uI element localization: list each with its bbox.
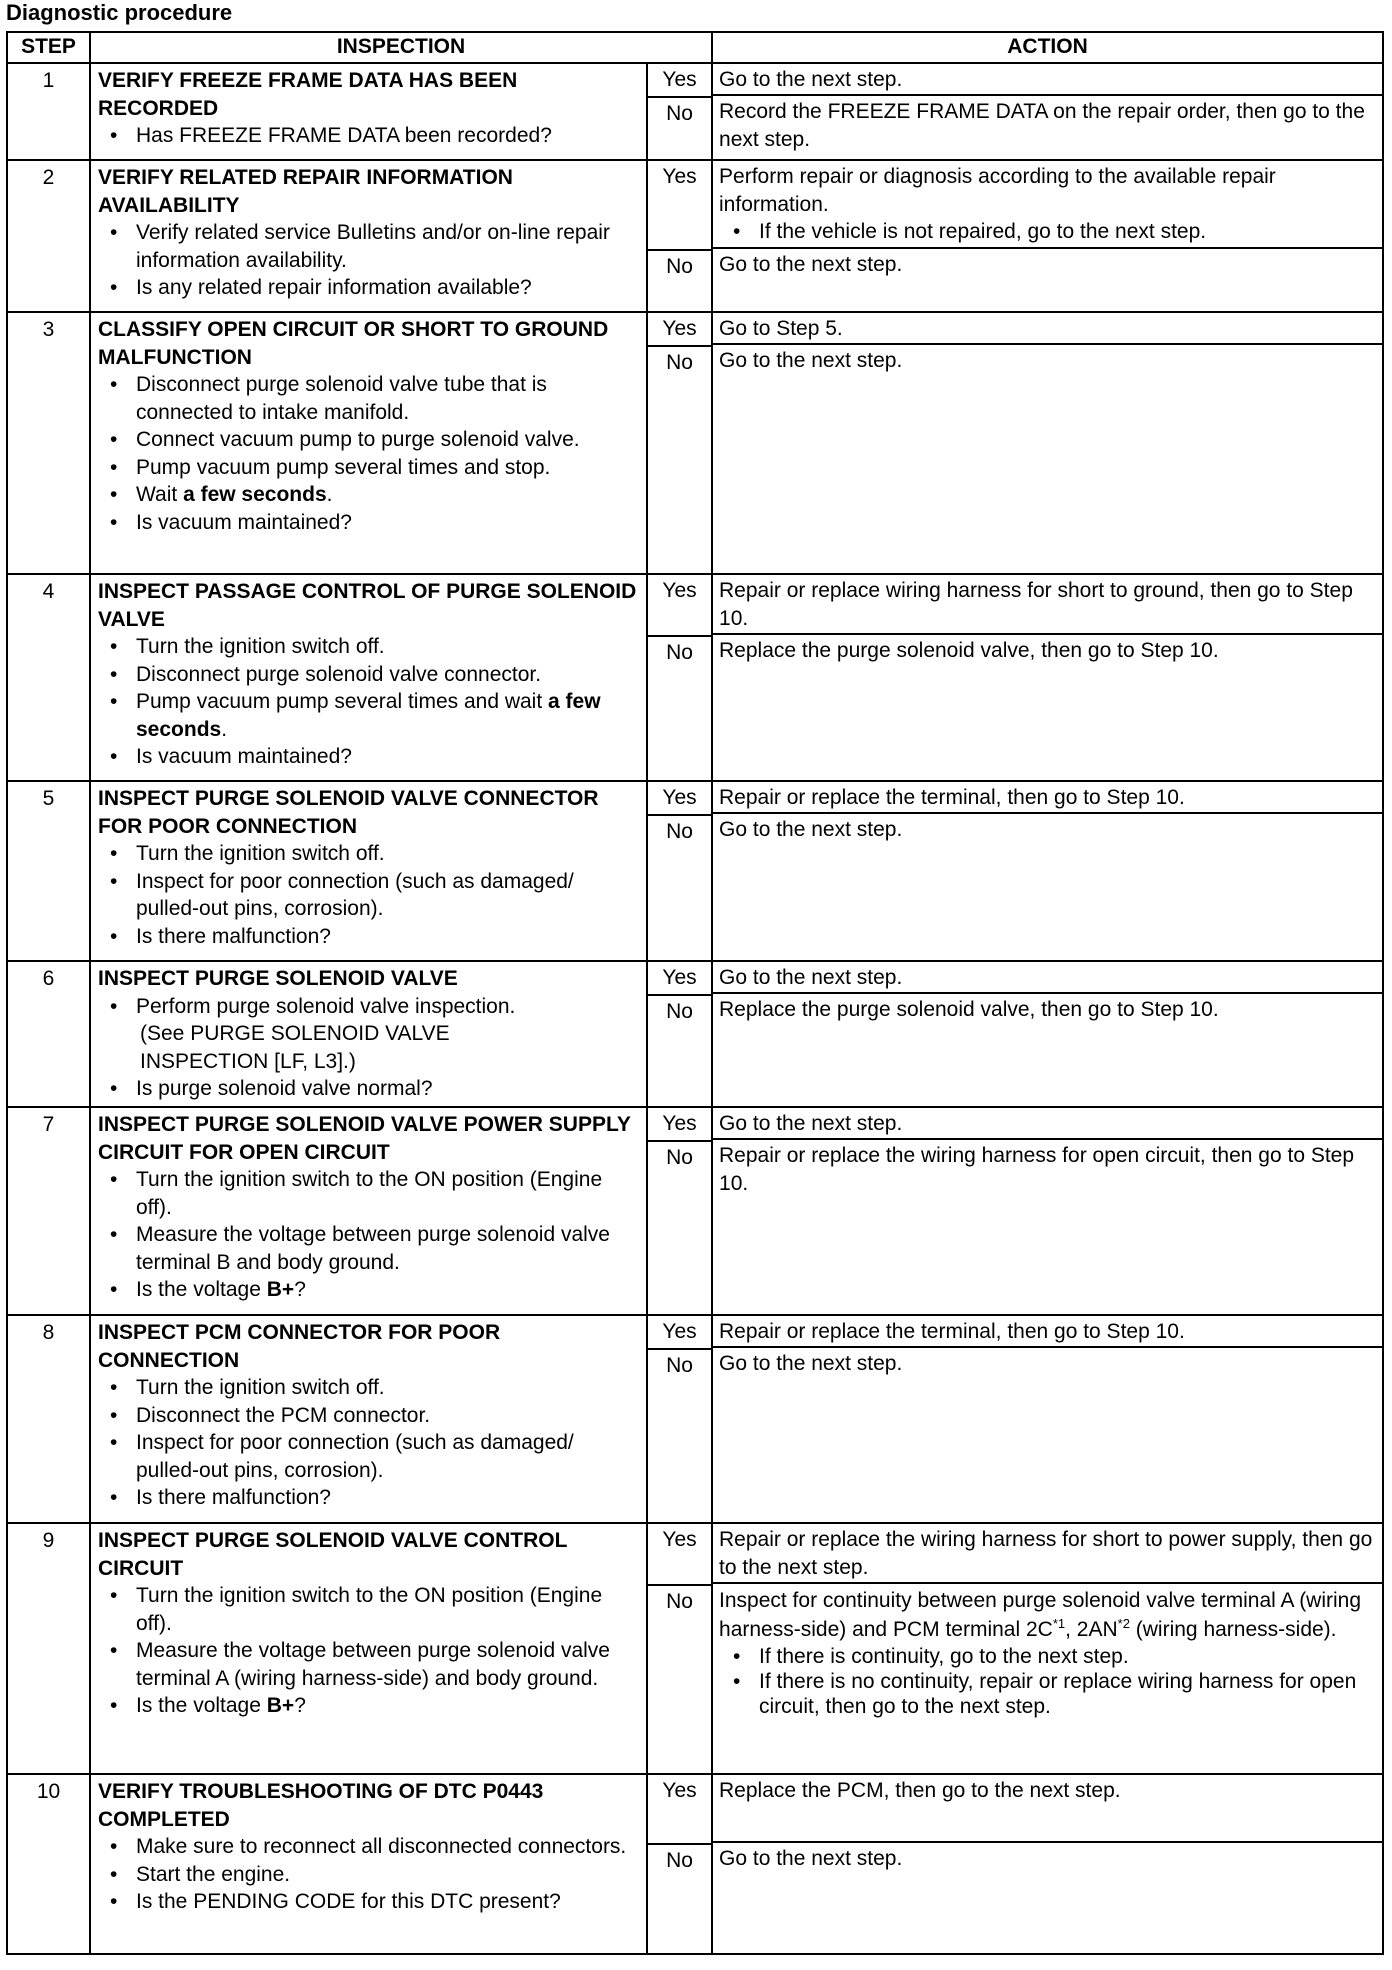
list-item [98,993,642,1076]
list-item: • Pump vacuum pump several times and stop. [98,454,642,482]
text: Perform purge solenoid valve inspection. [136,994,516,1018]
no-action: Go to the next step. [719,1847,903,1870]
list-item [98,1276,642,1304]
yes-no-cell [647,1107,712,1315]
step-number: 5 [7,781,90,961]
no-action: Go to the next step. [719,818,903,841]
no-action: Go to the next step. [719,349,903,372]
list-item: • Is vacuum maintained? [98,743,642,771]
step-number: 9 [7,1523,90,1774]
yes-no-cell [647,781,712,961]
list-item: • Disconnect purge solenoid valve tube that is connected to intake manifold. [98,371,642,426]
no-label: No [666,1590,693,1613]
yes-action: Go to the next step. [713,1108,1382,1140]
list-item: • Has FREEZE FRAME DATA been recorded? [98,122,642,150]
yes-no-cell [647,312,712,574]
action-cell [712,312,1383,574]
yes-label: Yes [648,64,711,98]
yes-action: Perform repair or diagnosis according to the available repair information. [719,165,1276,216]
inspection-cell [90,1523,647,1774]
step-heading: VERIFY FREEZE FRAME DATA HAS BEEN RECORDED [98,69,518,120]
inspection-cell [90,781,647,961]
list-item: • Disconnect the PCM connector. [98,1402,642,1430]
inspection-cell [90,63,647,160]
inspection-cell [90,312,647,574]
emphasis: B+ [266,1278,295,1301]
table-row [7,961,1383,1107]
list-item: • Turn the ignition switch off. [98,633,642,661]
yes-no-cell [647,1315,712,1523]
table-row [7,160,1383,312]
table-row [7,781,1383,961]
no-label: No [666,1146,693,1169]
list-item: • Is there malfunction? [98,1484,642,1512]
step-number: 8 [7,1315,90,1523]
text: ? [294,1278,306,1301]
yes-no-cell [647,1774,712,1954]
yes-action: Go to the next step. [713,962,1382,994]
list-item: • Connect vacuum pump to purge solenoid valve. [98,426,642,454]
list-item [98,688,642,743]
list-item: • Start the engine. [98,1861,642,1889]
text: . [221,717,228,741]
action-cell [712,574,1383,781]
step-heading: INSPECT PURGE SOLENOID VALVE CONNECTOR FOR POOR CONNECTION [98,787,599,838]
no-action: Replace the purge solenoid valve, then go to Step 10. [719,639,1219,662]
diagnostic-table [6,31,1384,1955]
header-action: ACTION [712,32,1383,63]
no-action: Repair or replace the wiring harness for open circuit, then go to Step 10. [719,1144,1355,1195]
no-label: No [666,351,693,374]
step-number: 4 [7,574,90,781]
text: Inspect for continuity between purge solenoid valve terminal A (wiring harness-side) and PCM terminal 2C [719,1589,1362,1641]
yes-action: Replace the PCM, then go to the next step. [713,1775,1382,1843]
yes-label: Yes [648,962,711,996]
list-item: • Is vacuum maintained? [98,509,642,537]
yes-label: Yes [648,1316,711,1350]
yes-action: Go to the next step. [713,64,1382,96]
yes-no-cell [647,63,712,160]
step-number: 6 [7,961,90,1107]
page-title: Diagnostic procedure [6,0,233,25]
step-number: 7 [7,1107,90,1315]
step-heading: INSPECT PURGE SOLENOID VALVE [98,967,458,990]
emphasis: a few seconds [136,690,601,741]
step-number: 1 [7,63,90,160]
list-item: • Is any related repair information available? [98,274,642,302]
no-label: No [666,641,693,664]
action-cell [712,1774,1383,1954]
step-heading: VERIFY TROUBLESHOOTING OF DTC P0443 COMPLETED [98,1780,544,1831]
no-action: Go to the next step. [719,1352,903,1375]
list-item: • If the vehicle is not repaired, go to the next step. [719,218,1376,246]
list-item: • Is purge solenoid valve normal? [98,1075,642,1103]
yes-action: Repair or replace the terminal, then go to Step 10. [713,1316,1382,1348]
list-item: • Inspect for poor connection (such as damaged/ pulled-out pins, corrosion). [98,868,642,923]
yes-no-cell [647,574,712,781]
step-number: 3 [7,312,90,574]
yes-label: Yes [648,1775,711,1845]
table-row [7,1523,1383,1774]
list-item: • Measure the voltage between purge solenoid valve terminal A (wiring harness-side) and body ground. [98,1637,642,1692]
action-cell [712,1315,1383,1523]
header-step: STEP [7,32,90,63]
list-item: • Is the PENDING CODE for this DTC present? [98,1888,642,1916]
emphasis: B+ [266,1694,295,1717]
inspection-cell [90,160,647,312]
yes-label: Yes [648,161,711,251]
yes-action: Go to Step 5. [713,313,1382,345]
table-row [7,312,1383,574]
no-action: Go to the next step. [719,253,903,276]
action-cell [712,160,1383,312]
yes-action: Repair or replace the wiring harness for short to power supply, then go to the next step. [713,1524,1382,1584]
action-cell [712,1107,1383,1315]
list-item: • Measure the voltage between purge solenoid valve terminal B and body ground. [98,1221,642,1276]
step-heading: CLASSIFY OPEN CIRCUIT OR SHORT TO GROUND MALFUNCTION [98,318,609,369]
yes-no-cell [647,961,712,1107]
yes-label: Yes [648,1524,711,1586]
yes-no-cell [647,1523,712,1774]
footnote-mark: *1 [1052,1616,1066,1631]
yes-label: Yes [648,1108,711,1142]
list-item: • Is there malfunction? [98,923,642,951]
action-cell [712,961,1383,1107]
text: . [326,483,333,506]
list-item: • Turn the ignition switch to the ON position (Engine off). [98,1582,642,1637]
inspection-cell [90,961,647,1107]
action-cell [712,781,1383,961]
emphasis: a few seconds [183,483,327,506]
list-item [98,481,642,509]
no-label: No [666,1849,693,1872]
table-row [7,1315,1383,1523]
footnote-mark: *2 [1117,1616,1130,1631]
header-row [7,32,1383,63]
list-item: • Make sure to reconnect all disconnected connectors. [98,1833,642,1861]
inspection-cell [90,574,647,781]
no-label: No [666,102,693,125]
inspection-cell [90,1315,647,1523]
yes-action-block [713,161,1382,249]
step-number: 10 [7,1774,90,1954]
text: , 2AN [1065,1618,1118,1641]
no-label: No [666,255,693,278]
header-inspection: INSPECTION [90,32,712,63]
inspection-cell [90,1107,647,1315]
list-item: • Inspect for poor connection (such as damaged/ pulled-out pins, corrosion). [98,1429,642,1484]
list-item: • Turn the ignition switch off. [98,1374,642,1402]
list-item: • Verify related service Bulletins and/or on-line repair information availability. [98,219,642,274]
no-label: No [666,1354,693,1377]
inspection-cell [90,1774,647,1954]
table-row [7,1774,1383,1954]
step-heading: INSPECT PURGE SOLENOID VALVE CONTROL CIRCUIT [98,1529,568,1580]
step-heading: INSPECT PCM CONNECTOR FOR POOR CONNECTION [98,1321,501,1372]
text: ? [294,1694,306,1717]
no-label: No [666,820,693,843]
table-row [7,1107,1383,1315]
no-label: No [666,1000,693,1023]
list-item [98,1692,642,1720]
yes-label: Yes [648,313,711,347]
list-item: • Turn the ignition switch off. [98,840,642,868]
no-action: Record the FREEZE FRAME DATA on the repair order, then go to the next step. [719,100,1365,151]
action-cell [712,1523,1383,1774]
text: Is the voltage [136,1694,267,1717]
see-reference: (See PURGE SOLENOID VALVE INSPECTION [LF, L3].) [140,1022,450,1073]
text: Pump vacuum pump several times and wait [136,690,549,713]
text: Is the voltage [136,1278,267,1301]
step-heading: VERIFY RELATED REPAIR INFORMATION AVAILABILITY [98,166,513,217]
yes-label: Yes [648,575,711,637]
yes-action: Repair or replace wiring harness for short to ground, then go to Step 10. [713,575,1382,635]
text: Wait [136,483,184,506]
step-heading: INSPECT PURGE SOLENOID VALVE POWER SUPPLY CIRCUIT FOR OPEN CIRCUIT [98,1113,631,1164]
table-row [7,574,1383,781]
list-item: • Turn the ignition switch to the ON position (Engine off). [98,1166,642,1221]
yes-label: Yes [648,782,711,816]
step-heading: INSPECT PASSAGE CONTROL OF PURGE SOLENOID VALVE [98,580,637,631]
list-item: • Disconnect purge solenoid valve connector. [98,661,642,689]
action-cell [712,63,1383,160]
no-action-block [713,1584,1382,1719]
yes-no-cell [647,160,712,312]
list-item: • If there is no continuity, repair or replace wiring harness for open circuit, then go to the next step. [719,1669,1376,1719]
table-row [7,63,1383,160]
text: (wiring harness-side). [1129,1618,1337,1641]
list-item: • If there is continuity, go to the next step. [719,1644,1376,1669]
step-number: 2 [7,160,90,312]
no-action: Replace the purge solenoid valve, then go to Step 10. [719,998,1219,1021]
yes-action: Repair or replace the terminal, then go to Step 10. [713,782,1382,814]
